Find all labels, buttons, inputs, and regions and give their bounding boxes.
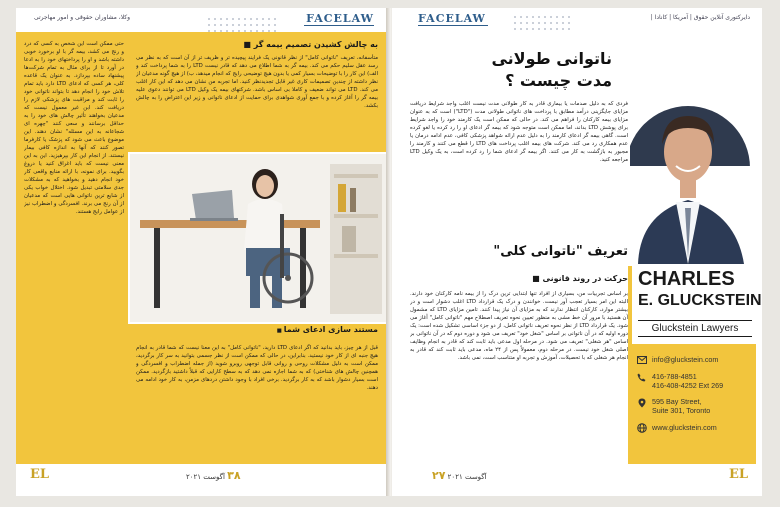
left-page [16,8,388,496]
address-2: Suite 301, Toronto [652,406,711,415]
section2-title: مستند سازی ادعای شما [283,326,378,334]
right-logo-underline [418,25,488,26]
website-text: www.gluckstein.com [652,423,717,432]
address-1: 595 Bay Street, [652,397,702,406]
section1-body: متأسفانه، تعریف "ناتوانی کامل" از نظر قانونی یک فرایند پیچیده تر و ظریف تر از آن است که به نظر می رسد عقل سلیم حکم می کند. بیمه گر به شما اطلاع می دهد که قادر نیست LTD را به شما پرداخت کند و الف) این کار را با توضیحات بسیار کمی یا بدون هیچ توضیحی رایج که انجام میدهد، ب) از هیچ گونه مدعیان از نظر داشته از چندین تصمیمات کاری غیر قابل تجدیدنظر کنید. اما تجربه من نشان می دهد که این کار اغلب می کند. LTD می تواند ضعیف و کاملا بی اساس باشد. شرکتهای بیمه یک وکیل LTD می توانند دعوی علیه بیمه گر را آغاز کرده و با جمع آوری شواهدی برای حمایت از ادعای ناتوانی و زیر این اعتراض را به چالش بکشد. [136,55,378,109]
right-footer [432,469,487,482]
section2-title-wrap: مستند سازی ادعای شما ■ [276,326,378,334]
section-body: بر اساس تجربیات من، بسیاری از افراد تنها ابتدایی ترین درک را از بیمه نامه کارکنان خود دارند. البته این امر بسیار تعجب آور نیست. خوانندن و درک یک قرارداد LTD اغلب دشوار است و در بیشتر موارد، کارکنان انتظار ندارند که به مزایای آن نیاز پیدا کنند. تامین مزایای LTD که مشمول آن هستید با مرور آن خط مشی به منظور تعیین نحوه تعریف اصطلاح مهم "ناتوانی کامل" آغاز می شود. یک قرارداد LTD از نظر نحوه تعریف ناتوانی کامل، از دو جزء اساسی تشکیل شده است: یک دوره اولیه که در آن ناتوانی بر اساس "شغل خود" تعریف می شود و دوره دوم که در آن ناتوانی بر اساس "هر شغلی" تعریف می شود. در مرحله اول مدعی باید ثابت کند که قادر به انجام وظایف اصلی شغل خود نیست. در مرحله دوم، معمولاً پس از ۲۴ ماه، مدعی باید ثابت کند که قادر به انجام هر شغلی که با تحصیلات، آموزش و تجربه او متناسب است، نمی باشد. [410,291,628,361]
left-column-text: حتی ممکن است این شخص به کسی که درد و رنج می کشد، بیمه گر با او برخورد خوبی داشته باشد و او را پرداختهای خود را به ادعا در آورد تا از برای مثال به تمام شرکت‌ها پیشنهاد ساده بپردازد. به عنوان یک قاعده کلی، هر کسی که ادعای LTD دارد باید تمام تلاش خود را انجام دهد تا بتواند ناتوانی خود را ثابت کند و مراقبت های پزشکی لازم را دریافت کند. ابن غیر معمول نیست که مدعیان بخواهند تأثیر چالش های خود را به حداقل برسانند و سعی کنند "چهره ای شجاعانه به این مسئله" نشان دهند. این موضوع باعث می شود که پزشک یا کارفرما تصور کنند که آنها به اندازه کافی بیمار نیستند. از انجام این کار بپرهیزید. این به این معنی نیست که باید اغراق کنید یا دروغ بگویید. برای نمونه، با ارائه منابع واقعی کار خود انجام دهید و بخواهید که به مشکلات جدی سلامتی تبدیل شود. اختلال خواب یکی از شایع ترین ناتوانی هایی است که مدعیان از آن رنج می برند. افسردگی و اضطراب نیز از عوامل رایج هستند. [24,41,124,215]
wheelchair-photo [130,154,386,322]
intro-text: فردی که به دلیل صدمات یا بیماری قادر به کار طولانی مدت نیست اغلب واجد شرایط دریافت مزایای جایگزینی درآمد مطابق با پرداخت های ناتوانی طولانی مدت ("LTD") است که به عنوان مزایای بیمه کارکنان را فراهم می کند. در حالی که ممکن است یک کارمند خود را واجد شرایط برای پوشش LTD بداند، اما ممکن است متوجه شود که بیمه گر ادعای او را رد کرده یا لغو کرده است. گاهی بیمه گر ادعای کارمند را به دلیل عدم ارائه شواهد پزشکی کافی، عدم ادامه درمان یا عدم همکاری رد می کند. شرکت های بیمه اغلب پرداخت های LTD را قطع می کنند و کارمند را مجبور به بازگشت به کار می کنند. اگر بیمه گر ادعای شما را رد کرده است، به یک وکیل LTD مراجعه کنید. [410,101,628,163]
lawyer-portrait [630,88,752,264]
right-footer-date: آگوست ۲۰۲۱ [447,473,487,481]
dot-pattern-right [512,14,572,34]
right-page-number: ۲۷ [432,469,446,482]
section2-body: قبل از هر چیز، باید بدانید که اگر ادعای LTD دارید، "ناتوانی کامل" به این معنا نیست که شما قادر به انجام هیچ جنبه ای از کار خود نیستید. بنابراین، در حالی که ممکن است از نظر جسمی بتوانید به سر کار برگردید، ممکن است به دلیل مشکلات روحی و روانی قابل توجهی روبرو شوید (از جمله اضطراب و افسردگی و همچنین چالش های شناختی) که به شما اجازه نمی دهد که به سطح کارایی که قبلاً داشتید بازگردید. ممکن است بسیار دشوار باشد که به کار برگردید. برخی افراد با وجود داشتن دردهای مزمن، به کار خود ادامه می دهند. [136,345,378,391]
profile-photo [630,88,752,264]
email-row[interactable] [636,354,754,365]
article-title: ناتوانی طولانی مدت چیست ؟ [491,49,612,90]
website-row[interactable] [636,422,754,433]
lawyer-last-name: E. GLUCKSTEIN [638,292,762,309]
left-header-text: وکلا، مشاوران حقوقی و امور مهاجرتی [34,14,131,21]
location-pin-icon [636,397,647,408]
globe-icon [636,422,647,433]
left-logo-underline [304,25,374,26]
address-row [636,397,754,415]
left-monogram: EL [30,467,50,482]
right-logo: FACELAW [418,12,486,25]
lawyer-first-name: CHARLES [638,268,735,290]
left-logo: FACELAW [306,12,374,25]
firm-name: Gluckstein Lawyers [638,320,752,337]
left-page-number: ۳۸ [227,469,241,482]
phone-numbers [652,372,723,390]
phone-2: 416-408-4252 Ext 269 [652,381,724,390]
section-title: تعریف "ناتوانی کلی" [493,244,628,259]
email-text: info@gluckstein.com [652,355,719,364]
right-header-text: دایرکتوری آنلاین حقوق | آمریکا | کانادا | [650,14,750,21]
right-page [392,8,762,496]
legal-subtitle: حرکت در روند قانونی ■ [532,274,628,283]
contact-list [636,354,754,433]
phone-row[interactable] [636,372,754,390]
phone-icon [636,372,647,383]
email-icon [636,354,647,365]
right-monogram: EL [728,467,748,482]
left-footer-date: آگوست ۲۰۲۱ [186,473,225,481]
wheelchair-photo-illustration [130,154,386,322]
section1-title: به چالش کشیدن تصمیم بیمه گر ■ [243,40,378,49]
left-footer [186,469,241,482]
phone-1: 416-788-4851 [652,372,697,381]
address-lines [652,397,710,415]
